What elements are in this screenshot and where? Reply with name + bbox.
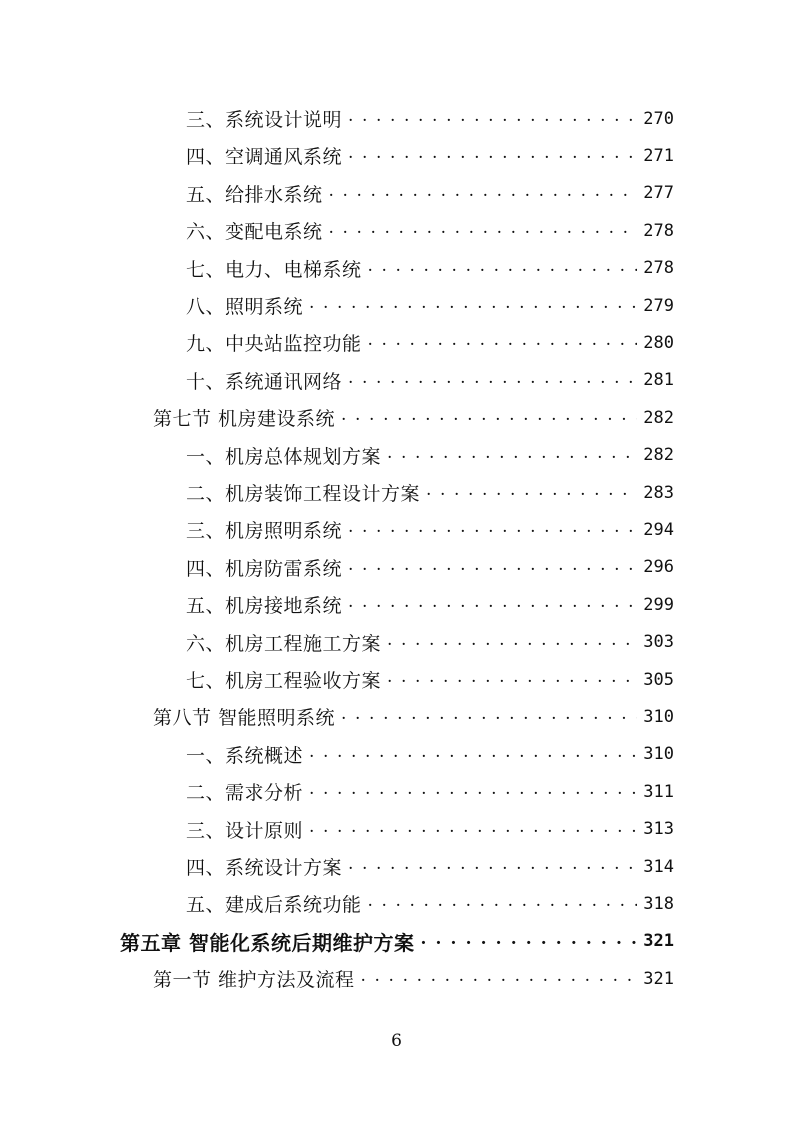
- toc-entry[interactable]: [186, 885, 674, 922]
- toc-entry[interactable]: [186, 511, 674, 548]
- toc-entry-title: 二、需求分析: [186, 782, 304, 805]
- toc-entry-page: 305: [643, 669, 674, 690]
- toc-entry-title: 三、系统设计说明: [186, 109, 343, 131]
- toc-entry-title: 五、机房接地系统: [186, 595, 343, 618]
- toc-entry[interactable]: [186, 250, 674, 287]
- toc-chapter-entry[interactable]: [120, 923, 674, 960]
- toc-entry-page: 271: [643, 145, 674, 166]
- toc-entry-page: 280: [643, 332, 674, 353]
- toc-entry-title: 一、系统概述: [186, 744, 304, 767]
- toc-entry-page: 299: [643, 594, 674, 615]
- toc-entry[interactable]: [186, 324, 674, 361]
- toc-entry[interactable]: [186, 175, 674, 212]
- toc-entry-page: 313: [643, 819, 674, 840]
- toc-entry-title: 三、设计原则: [186, 819, 304, 842]
- dot-leader: [368, 894, 638, 913]
- dot-leader: [387, 446, 637, 465]
- toc-entry-page: 283: [643, 482, 674, 503]
- toc-entry[interactable]: [186, 848, 674, 885]
- toc-entry-page: 282: [643, 445, 674, 466]
- toc-entry[interactable]: [186, 212, 674, 249]
- toc-entry-title: 五、建成后系统功能: [186, 894, 362, 917]
- dot-leader: [348, 371, 637, 390]
- toc-entry-page: 321: [643, 968, 674, 989]
- dot-leader: [426, 483, 637, 502]
- dot-leader: [309, 820, 637, 839]
- toc-entry-title: 五、给排水系统: [186, 183, 323, 206]
- toc-entry-page: 282: [643, 407, 674, 428]
- toc-entry-title: 二、机房装饰工程设计方案: [186, 483, 421, 505]
- dot-leader: [348, 595, 637, 614]
- toc-entry-page: 310: [643, 706, 674, 727]
- toc-entry-page: 270: [643, 108, 674, 129]
- toc-entry[interactable]: [186, 100, 674, 137]
- toc-entry-title: 第八节 智能照明系统: [153, 707, 336, 730]
- dot-leader: [348, 109, 637, 128]
- toc-entry-title: 第一节 维护方法及流程: [153, 969, 355, 992]
- toc-entry-page: 321: [643, 931, 674, 952]
- toc-entry-page: 278: [643, 258, 674, 279]
- toc-entry-page: 303: [643, 632, 674, 653]
- toc-entry-title: 一、机房总体规划方案: [186, 445, 382, 468]
- dot-leader: [309, 745, 637, 764]
- toc-entry-page: 294: [643, 519, 674, 540]
- toc-entry-page: 277: [643, 183, 674, 204]
- toc-entry-title: 七、电力、电梯系统: [186, 258, 362, 281]
- toc-entry[interactable]: [186, 661, 674, 698]
- dot-leader: [329, 184, 638, 203]
- toc-entry[interactable]: [186, 773, 674, 810]
- toc-entry-title: 四、系统设计方案: [186, 857, 343, 879]
- toc-entry-page: 311: [643, 781, 674, 802]
- toc-entry[interactable]: [186, 549, 674, 586]
- dot-leader: [348, 520, 637, 539]
- dot-leader: [387, 633, 637, 652]
- toc-entry[interactable]: [186, 437, 674, 474]
- dot-leader: [420, 931, 637, 951]
- toc-entry[interactable]: [186, 624, 674, 661]
- toc-entry-page: 279: [643, 295, 674, 316]
- dot-leader: [387, 670, 637, 689]
- dot-leader: [348, 146, 637, 165]
- toc-entry-title: 六、机房工程施工方案: [186, 632, 382, 655]
- toc-entry-title: 第七节 机房建设系统: [153, 408, 336, 431]
- dot-leader: [309, 296, 637, 315]
- dot-leader: [341, 408, 637, 427]
- toc-entry[interactable]: [186, 586, 674, 623]
- toc-entry-title: 七、机房工程验收方案: [186, 670, 382, 692]
- toc-section-entry[interactable]: [153, 698, 674, 735]
- toc-entry-title: 三、机房照明系统: [186, 520, 343, 543]
- toc-entry-title: 十、系统通讯网络: [186, 370, 343, 393]
- toc-entry-title: 四、空调通风系统: [186, 146, 343, 169]
- toc-entry[interactable]: [186, 287, 674, 324]
- dot-leader: [341, 707, 637, 726]
- toc-entry[interactable]: [186, 362, 674, 399]
- toc-entry-title: 六、变配电系统: [186, 221, 323, 244]
- toc-entry[interactable]: [186, 474, 674, 511]
- toc-entry-title: 四、机房防雷系统: [186, 557, 343, 580]
- dot-leader: [329, 221, 638, 240]
- toc-entry-page: 281: [643, 370, 674, 391]
- toc-entry[interactable]: [186, 811, 674, 848]
- toc-entry-page: 314: [643, 856, 674, 877]
- toc-entry[interactable]: [186, 137, 674, 174]
- dot-leader: [309, 782, 637, 801]
- toc-entry-page: 318: [643, 893, 674, 914]
- dot-leader: [368, 333, 638, 352]
- dot-leader: [361, 969, 638, 988]
- toc-entry-page: 310: [643, 744, 674, 765]
- toc-entry-page: 296: [643, 557, 674, 578]
- toc-entry-title: 八、照明系统: [186, 296, 304, 318]
- toc-entry[interactable]: [186, 736, 674, 773]
- toc-entry-title: 九、中央站监控功能: [186, 333, 362, 356]
- toc-entry-page: 278: [643, 220, 674, 241]
- dot-leader: [348, 558, 637, 577]
- toc-entry-title: 第五章 智能化系统后期维护方案: [120, 930, 415, 955]
- dot-leader: [368, 259, 638, 278]
- toc-section-entry[interactable]: [153, 399, 674, 436]
- toc-section-entry[interactable]: [153, 960, 674, 997]
- dot-leader: [348, 857, 637, 876]
- page-number: 6: [391, 1031, 402, 1051]
